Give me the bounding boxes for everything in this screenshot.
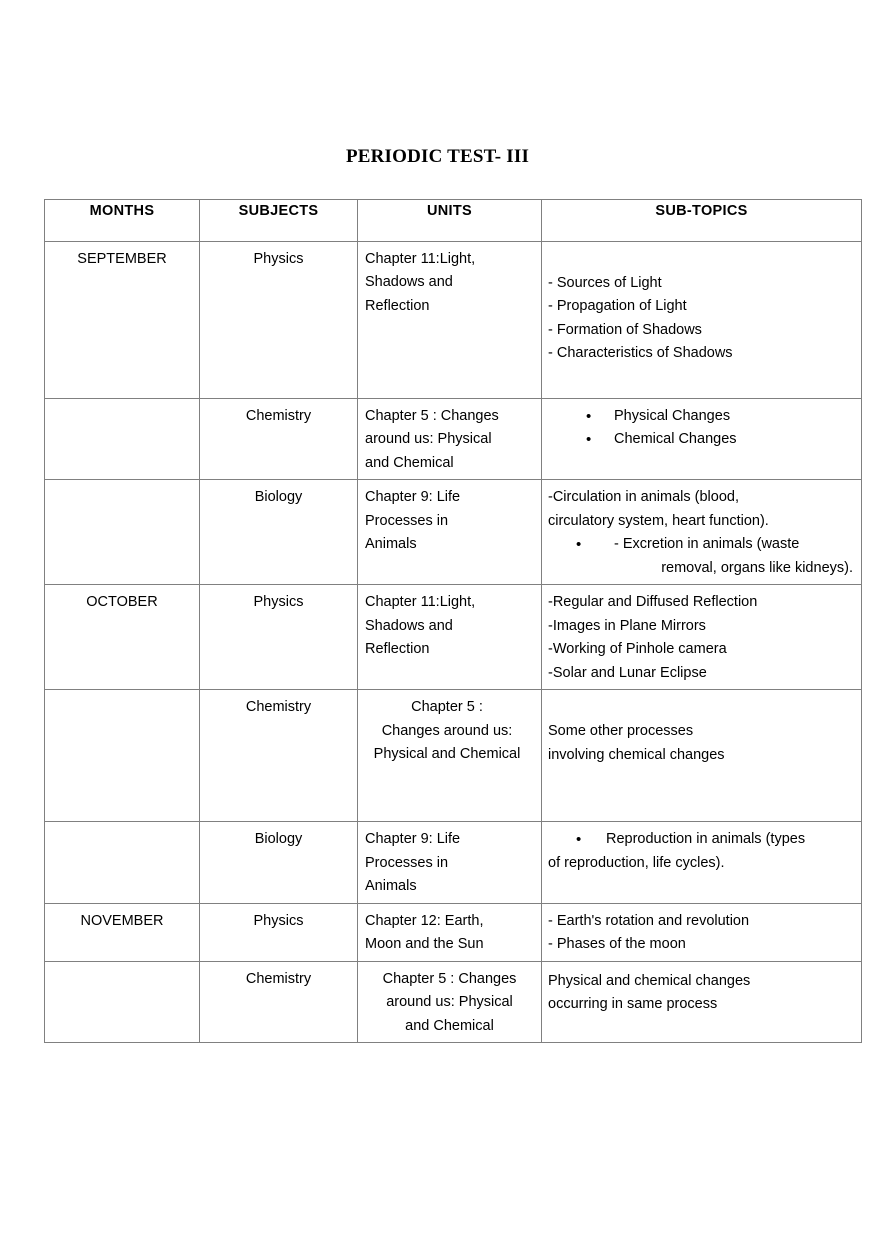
cell-month bbox=[45, 585, 200, 690]
table-row bbox=[45, 903, 862, 961]
subtopic-continuation: of reproduction, life cycles). bbox=[548, 854, 725, 871]
cell-unit bbox=[358, 903, 542, 961]
unit-line: Shadows and bbox=[365, 274, 453, 291]
column-header-units: UNITS bbox=[358, 200, 542, 242]
table-row bbox=[45, 690, 862, 822]
subtopic-line: -Working of Pinhole camera bbox=[548, 641, 727, 658]
unit-line: around us: Physical bbox=[365, 431, 492, 448]
unit-line: Processes in bbox=[365, 512, 449, 529]
unit-line: Physical and Chemical bbox=[373, 746, 521, 763]
unit-line: Chapter 12: Earth, bbox=[365, 912, 484, 929]
table-header bbox=[45, 200, 862, 242]
subtopic-bullet-list bbox=[548, 828, 857, 851]
page-title: PERIODIC TEST- III bbox=[345, 146, 530, 167]
bullet-text: Reproduction in animals (types bbox=[606, 831, 806, 848]
unit-line: Chapter 5 : Changes bbox=[382, 970, 517, 987]
cell-unit bbox=[358, 585, 542, 690]
cell-unit bbox=[358, 399, 542, 480]
cell-month bbox=[45, 242, 200, 399]
list-item bbox=[548, 405, 857, 428]
subject-label: Physics bbox=[253, 912, 304, 929]
column-header-subtopics: SUB-TOPICS bbox=[542, 200, 862, 242]
unit-line: Chapter 5 : Changes bbox=[365, 408, 499, 424]
cell-subject bbox=[200, 690, 358, 822]
table-row bbox=[45, 242, 862, 399]
subtopic-line: Physical and chemical changes bbox=[548, 972, 751, 989]
cell-subtopics bbox=[542, 903, 862, 961]
unit-line: Reflection bbox=[365, 297, 430, 314]
table-row bbox=[45, 480, 862, 585]
unit-line: Shadows and bbox=[365, 617, 453, 634]
subtopic-line: - Characteristics of Shadows bbox=[548, 345, 733, 362]
subtopic-line: occurring in same process bbox=[548, 996, 718, 1013]
cell-subtopics bbox=[542, 480, 862, 585]
cell-month bbox=[45, 480, 200, 585]
subtopic-line: - Formation of Shadows bbox=[548, 321, 702, 338]
subject-label: Biology bbox=[254, 489, 303, 506]
subtopic-bullet-list bbox=[548, 533, 857, 556]
subtopic-line: - Earth's rotation and revolution bbox=[548, 912, 750, 929]
cell-subject bbox=[200, 822, 358, 903]
cell-unit bbox=[358, 690, 542, 822]
cell-unit bbox=[358, 822, 542, 903]
subtopic-bullet-list bbox=[548, 405, 857, 452]
syllabus-table bbox=[44, 199, 862, 1043]
unit-line: Reflection bbox=[365, 641, 430, 658]
table-header-row bbox=[45, 200, 862, 242]
subtopic-line: - Propagation of Light bbox=[548, 298, 687, 315]
cell-subject bbox=[200, 585, 358, 690]
unit-line: Chapter 5 : bbox=[411, 699, 483, 716]
cell-subtopics bbox=[542, 961, 862, 1042]
bullet-text: Chemical Changes bbox=[614, 431, 737, 448]
list-item bbox=[548, 828, 857, 851]
subtopic-line: -Regular and Diffused Reflection bbox=[548, 594, 758, 611]
bullet-text: - Excretion in animals (waste bbox=[614, 536, 800, 553]
unit-line: and Chemical bbox=[365, 454, 454, 471]
month-label: OCTOBER bbox=[86, 594, 158, 611]
column-header-months: MONTHS bbox=[45, 200, 200, 242]
column-header-subjects: SUBJECTS bbox=[200, 200, 358, 242]
cell-subject bbox=[200, 961, 358, 1042]
subtopic-line: - Sources of Light bbox=[548, 275, 662, 291]
list-item bbox=[548, 533, 857, 556]
subtopic-line: - Phases of the moon bbox=[548, 936, 686, 953]
unit-line: Processes in bbox=[365, 854, 449, 871]
cell-subtopics bbox=[542, 585, 862, 690]
cell-month bbox=[45, 961, 200, 1042]
cell-unit bbox=[358, 480, 542, 585]
cell-subject bbox=[200, 480, 358, 585]
unit-line: Changes around us: bbox=[381, 722, 513, 739]
subject-label: Physics bbox=[253, 594, 304, 611]
cell-unit bbox=[358, 242, 542, 399]
cell-month bbox=[45, 690, 200, 822]
table-row bbox=[45, 399, 862, 480]
list-item bbox=[548, 428, 857, 451]
unit-line: Animals bbox=[365, 878, 417, 895]
cell-subtopics bbox=[542, 242, 862, 399]
subject-label: Physics bbox=[253, 251, 304, 267]
subtopic-line: involving chemical changes bbox=[548, 746, 725, 763]
subtopic-line: -Images in Plane Mirrors bbox=[548, 617, 706, 634]
subject-label: Chemistry bbox=[245, 408, 312, 424]
table-row bbox=[45, 585, 862, 690]
cell-month bbox=[45, 903, 200, 961]
unit-line: around us: Physical bbox=[386, 994, 513, 1011]
table-body bbox=[45, 242, 862, 1043]
unit-line: Chapter 11:Light, bbox=[365, 251, 476, 267]
unit-line: Animals bbox=[365, 536, 417, 553]
month-label: NOVEMBER bbox=[80, 912, 164, 929]
cell-subtopics bbox=[542, 399, 862, 480]
subtopic-continuation: removal, organs like kidneys). bbox=[661, 559, 853, 576]
cell-unit bbox=[358, 961, 542, 1042]
cell-month bbox=[45, 822, 200, 903]
bullet-text: Physical Changes bbox=[614, 408, 731, 424]
unit-line: Moon and the Sun bbox=[365, 936, 484, 953]
cell-month bbox=[45, 399, 200, 480]
subject-label: Chemistry bbox=[245, 970, 312, 987]
subtopic-line: Some other processes bbox=[548, 723, 694, 740]
subtopic-line: -Solar and Lunar Eclipse bbox=[548, 664, 707, 681]
subject-label: Chemistry bbox=[245, 699, 312, 716]
table-row bbox=[45, 961, 862, 1042]
month-label: SEPTEMBER bbox=[77, 251, 167, 267]
cell-subtopics bbox=[542, 690, 862, 822]
subtopic-line: circulatory system, heart function). bbox=[548, 512, 769, 529]
cell-subject bbox=[200, 399, 358, 480]
unit-line: Chapter 9: Life bbox=[365, 489, 461, 506]
subject-label: Biology bbox=[254, 831, 303, 848]
table-row bbox=[45, 822, 862, 903]
unit-line: Chapter 9: Life bbox=[365, 831, 461, 848]
cell-subject bbox=[200, 242, 358, 399]
unit-line: and Chemical bbox=[405, 1017, 494, 1034]
unit-line: Chapter 11:Light, bbox=[365, 594, 476, 611]
cell-subject bbox=[200, 903, 358, 961]
cell-subtopics bbox=[542, 822, 862, 903]
subtopic-line: -Circulation in animals (blood, bbox=[548, 489, 739, 506]
